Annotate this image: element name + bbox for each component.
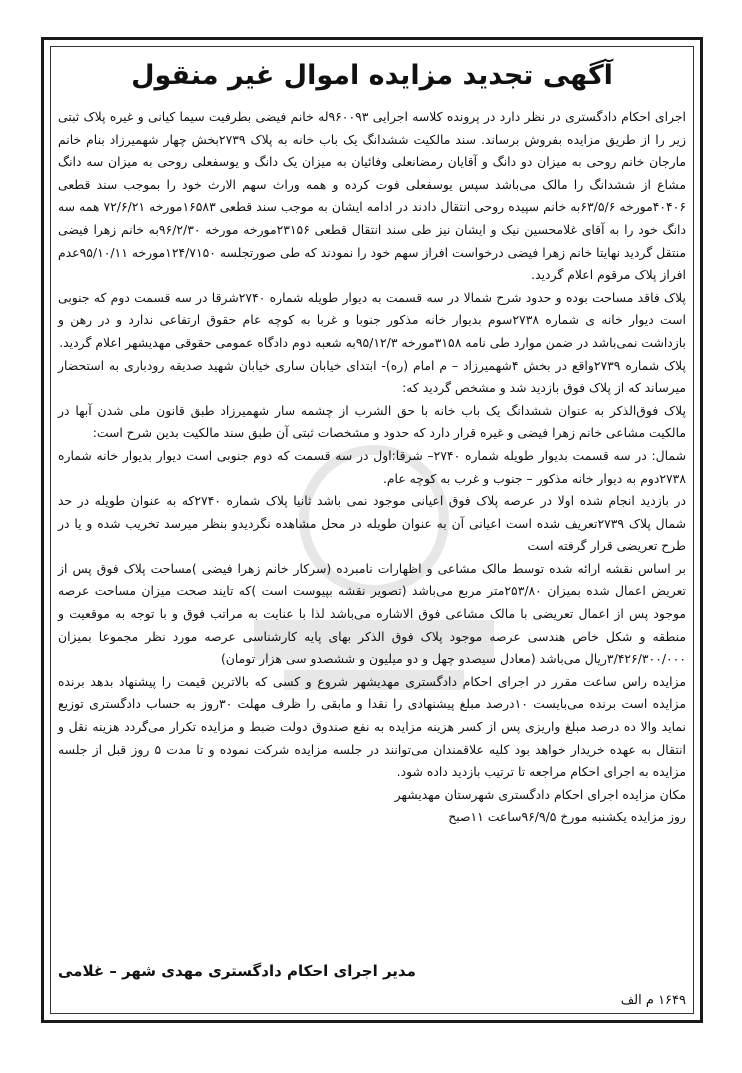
paragraph-inspection: در بازدید انجام شده اولا در عرصه پلاک فوق اعیانی موجود نمی باشد ثانیا پلاک شماره ۲۷۴۰که به عنوان طویله در حد شمال پلاک ۲۷۳۹تعریف شده است اعیانی آن به عنوان طویله در محل مشاهده نگردیدو بنظر میرسد تخریب شده و یا در طرح تعریضی قرار گرفته است — [58, 493, 686, 554]
paragraph-limits: شمال: در سه قسمت بدیوار طویله شماره ۲۷۴۰– شرقا:اول در سه قسمت که دوم جنوبی است دیوار بدیوار خانه شماره ۲۷۳۸دوم به دیوار خانه مذکور – جنوب و غرب به کوچه عام. — [58, 447, 686, 486]
notice-code: ۱۶۴۹ م الف — [620, 993, 686, 1008]
paragraph-valuation: بر اساس نقشه ارائه شده توسط مالک مشاعی و اظهارات نامبرده (سرکار خانم زهرا فیضی )مساحت پلاک فوق پس از تعریض اعمال شده بمیزان ۲۵۳/۸۰متر مربع می‌باشد (تصویر نقشه بپیوست است )که تایند صحت میزان مساحت عرصه موجود پس از اعمال تعریضی با مالک مشاعی فوق الاشاره می‌باشد لذا با عنایت به مراتب فوق و با توجه به موقعیت و منطقه و شکل خاص هندسی عرصه موجود پلاک فوق الذکر بهای پایه کارشناسی عرصه مورد نظر مجموعا بمیزان ۳/۴۲۶/۳۰۰/۰۰۰ریال می‌باشد (معادل سیصدو چهل و دو میلیون و ششصدو سی هزار تومان) — [58, 560, 687, 667]
paragraph-boundaries: پلاک فاقد مساحت بوده و حدود شرح شمالا در سه قسمت به دیوار طویله شماره ۲۷۴۰شرقا در سه قسمت دوم که جنوبی است دیوار خانه ی شماره ۲۷۳۸سوم بدیوار خانه مذکور جنوبا و غربا به کوچه عام حقوق ارتفاعی ندارد و در رهن و بازداشت نمی‌باشد در ضمن موارد طی نامه ۳۱۵۸مورخه ۹۵/۱۲/۳به شعبه دوم دادگاه عمومی حقوقی مهدیشهر اعلام گردید. — [58, 289, 686, 350]
notice-body — [58, 106, 686, 829]
paragraph-location: پلاک شماره ۲۷۳۹واقع در بخش ۴شهمیرزاد – م امام (ره)- ابتدای خیابان ساری خیابان شهید صدیقه رودباری به استحضار میرساند که از پلاک فوق بازدید شد و مشخص گردید که: — [58, 357, 686, 396]
paragraph-ownership: پلاک فوق‌الذکر به عنوان ششدانگ یک باب خانه با حق الشرب از چشمه سار شهمیرزاد طبق قانون ملی شدن آبها در مالکیت مشاعی خانم زهرا فیضی و غیره قرار دارد که حدود و مشخصات ثبتی آن طبق سند مالکیت بدین شرح است: — [58, 402, 686, 441]
paragraph-auction-terms: مزایده راس ساعت مقرر در اجرای احکام دادگستری مهدیشهر شروع و کسی که بالاترین قیمت را پیشنهاد بدهد برنده مزایده است برنده می‌بایست ۱۰درصد مبلغ پیشنهادی را نقدا و مابقی را ظرف مهلت ۳۰روز به حساب دادگستری توزیع نماید والا ده درصد مبلغ واریزی پس از کسر هزینه مزایده به نفع صندوق دولت ضبط و مزایده تکرار می‌گردد هزینه نقل و انتقال به عهده خریدار خواهد بود کلیه علاقمندان می‌توانند در جلسه مزایده شرکت نموده و تا مدت ۵ روز قبل از جلسه مزایده به اجرای احکام مراجعه تا ترتیب بازدید داده شود. — [58, 673, 686, 780]
paragraph-auction-date: روز مزایده یکشنبه مورخ ۹۶/۹/۵ساعت ۱۱صبح — [448, 809, 686, 825]
notice-frame — [41, 37, 703, 1023]
paragraph-auction-place: مکان مزایده اجرای احکام دادگستری شهرستان مهدیشهر — [394, 786, 686, 802]
signature: مدیر اجرای احکام دادگستری مهدی شهر – غلامی — [58, 962, 416, 980]
notice-title: آگهی تجدید مزایده اموال غیر منقول — [131, 60, 613, 91]
paragraph-intro: اجرای احکام دادگستری در نظر دارد در پرونده کلاسه اجرایی ۹۶۰۰۹۳له خانم فیضی بطرفیت سیما کیانی و غیره پلاک ثبتی زیر را از طریق مزایده بفروش برساند. سند مالکیت ششدانگ یک باب خانه به پلاک ۲۷۳۹بخش چهار شهمیرزاد بنام خانم مارجان خانم روحی به میزان دو دانگ و آقایان رمضانعلی وفائیان به میزان یک دانگ و یوسفعلی روحی به میزان سه دانگ مشاع از ششدانگ را مالک می‌باشد سپس یوسفعلی فوت کرده و همه وراث سهم الارث خود را بموجب سند قطعی ۴۰۴۰۶مورخه ۶۳/۵/۶به خانم سپیده روحی انتقال دادند در ادامه ایشان به موجب سند قطعی ۱۶۵۸۳مورخه ۷۲/۶/۲۱ همه سه دانگ خود را به آقای غلامحسین نیک و ایشان نیز طی سند انتقال قطعی ۲۳۱۵۶مورخه مورخه ۹۶/۲/۳۰به خانم زهرا فیضی منتقل گردید نهایتا خانم زهرا فیضی درخواست افراز سهم خود را نمودند که طی صورتجلسه ۱۲۴/۷۱۵۰مورخه ۹۵/۱۰/۱۱عدم افراز پلاک مرقوم اعلام گردید. — [58, 109, 687, 283]
